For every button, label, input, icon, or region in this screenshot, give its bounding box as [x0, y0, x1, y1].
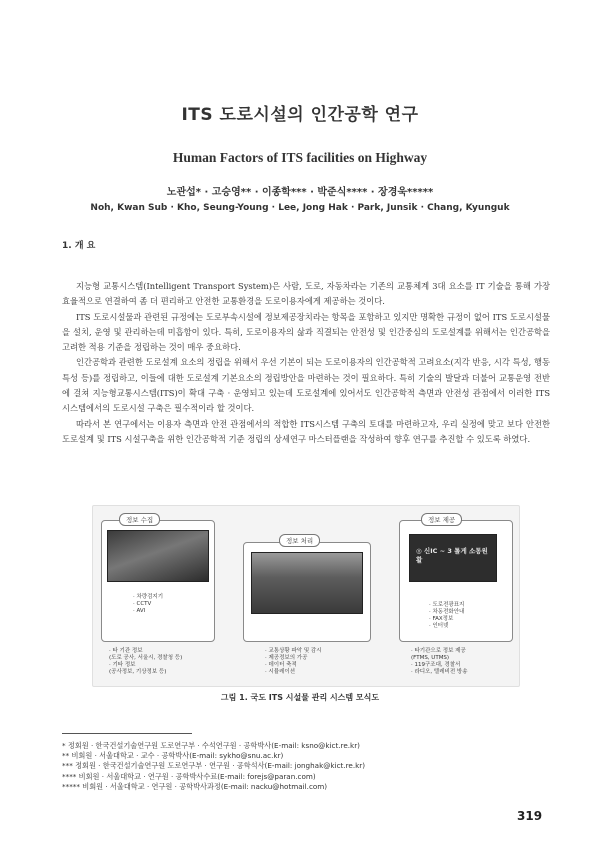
list-item: · 시뮬레이션 — [265, 669, 296, 675]
footnote: **** 비회원 · 서울대학교 · 연구원 · 공학박사수료(E-mail: forejs@paran.com) — [62, 771, 316, 781]
footnote: ***** 비회원 · 서울대학교 · 연구원 · 공학박사과정(E-mail: nacku@hotmail.com) — [62, 781, 328, 791]
collection-label: 정보 수집 — [119, 513, 160, 526]
list-item: · 타기관으로 정보 제공 — [411, 648, 466, 654]
footnote: *** 정회원 · 한국건설기술연구원 도로연구부 · 연구원 · 공학석사(E-mail: jonghak@kict.re.kr) — [62, 761, 366, 771]
list-item: · 타 기관 정보 — [109, 648, 143, 654]
list-item: · AVI — [133, 608, 146, 614]
footnote-divider — [62, 733, 192, 734]
highway-photo — [107, 530, 209, 582]
vms-sign-text: ◎ 신IC ~ 3 톨게 소통원활 — [416, 547, 488, 564]
list-item: · 데이터 축적 — [265, 662, 297, 668]
list-item: · FAX정보 — [429, 616, 454, 622]
collection-items-2 — [109, 648, 182, 676]
provision-items-2 — [411, 648, 468, 676]
list-item: · 라디오, 텔레비전 방송 — [411, 669, 468, 675]
authors-english: Noh, Kwan Sub · Kho, Seung-Young · Lee, Jong Hak · Park, Junsik · Chang, Kyunguk — [90, 203, 510, 213]
footnotes — [62, 741, 365, 792]
body-text — [62, 279, 550, 447]
processing-items — [265, 648, 322, 676]
paper-title: ITS 도로시설의 인간공학 연구 — [181, 105, 419, 125]
footnote: * 정회원 · 한국건설기술연구원 도로연구부 · 수석연구원 · 공학박사(E-mail: ksno@kict.re.kr) — [62, 741, 360, 750]
page-number: 319 — [517, 809, 543, 823]
figure-its-diagram — [92, 505, 520, 687]
paragraph: 지능형 교통시스템(Intelligent Transport System)은 사람, 도로, 자동차라는 기존의 교통체계 3대 요소를 IT 기술을 통해 가장 효율적으로 연결하여 좀 더 편리하고 안전한 교통환경을 도로이용자에게 제공하는 것이다. — [62, 281, 550, 307]
provision-label: 정보 제공 — [421, 513, 462, 526]
paragraph: 따라서 본 연구에서는 이용자 측면과 안전 관점에서의 적합한 ITS시스템 구축의 토대를 마련하고자, 우리 실정에 맞고 보다 안전한 도로설계 및 ITS 시설구축을 위한 인간공학적 기준 정립의 상세연구 마스터플랜을 작성하여 향후 연구를 추진할 수 있도록 하였다. — [62, 418, 550, 444]
authors-korean: 노관섭* · 고승영** · 이종학*** · 박준식**** · 장경욱***** — [166, 187, 434, 198]
list-item: · 인터넷 — [429, 623, 449, 629]
list-item: · 도로전광표지 — [429, 602, 465, 608]
paragraph: ITS 도로시설물과 관련된 규정에는 도로부속시설에 정보제공장치라는 항목을 포함하고 있지만 명확한 규정이 없어 ITS 도로시설물을 설치, 운영 및 관리하는데 미흡함이 있다. 특히, 도로이용자의 삶과 직결되는 안전성 및 인간중심의 도로설계를 위해서는 인간공학을 고려한 적용 기준을 정립하는 것이 매우 중요하다. — [62, 311, 550, 353]
section-heading: 1. 개 요 — [62, 241, 96, 251]
list-item: (FTMS, UTMS) — [411, 655, 450, 661]
list-item: · 교통상황 파악 및 감시 — [265, 648, 322, 654]
list-item: · 제공정보의 가공 — [265, 655, 308, 661]
list-item: (공사정보, 기상정보 등) — [109, 669, 167, 675]
list-item: · 기타 정보 — [109, 662, 136, 668]
list-item: · 차량검지기 — [133, 594, 164, 600]
figure-caption: 그림 1. 국도 ITS 시설물 관리 시스템 모식도 — [220, 693, 380, 702]
paragraph: 인간공학과 관련한 도로설계 요소의 정립을 위해서 우선 기본이 되는 도로이용자의 인간공학적 고려요소(지각 반응, 시각 특성, 행동 특성 등)를 정립하고, 이들에 대한 도로설계 기본요소의 정립방안을 마련하는 것이 필요하다. 특히 기술의 발달과 더불어 교통운영 전반에 걸쳐 지능형교통시스템(ITS)이 확대 구축 · 운영되고 있는데 도로설계에 있어서도 인간공학적 측면과 안전성 관점에서 이러한 ITS 시스템에서의 도로시설 구축은 필수적이라 할 것이다. — [62, 357, 550, 414]
control-room-photo — [251, 552, 363, 614]
list-item: · CCTV — [133, 601, 152, 607]
footnote: ** 비회원 · 서울대학교 · 교수 · 공학박사(E-mail: sykho@snu.ac.kr) — [62, 751, 284, 761]
list-item: · 차동전화안내 — [429, 609, 465, 615]
provision-items — [429, 602, 464, 630]
list-item: · 119구조대, 경찰서 — [411, 662, 461, 668]
paper-subtitle: Human Factors of ITS facilities on Highway — [172, 150, 428, 165]
processing-label: 정보 처리 — [279, 534, 320, 547]
vms-sign-photo — [409, 534, 497, 582]
list-item: (도로 공사, 서울시, 경찰청 등) — [109, 655, 183, 661]
collection-items — [133, 594, 163, 615]
